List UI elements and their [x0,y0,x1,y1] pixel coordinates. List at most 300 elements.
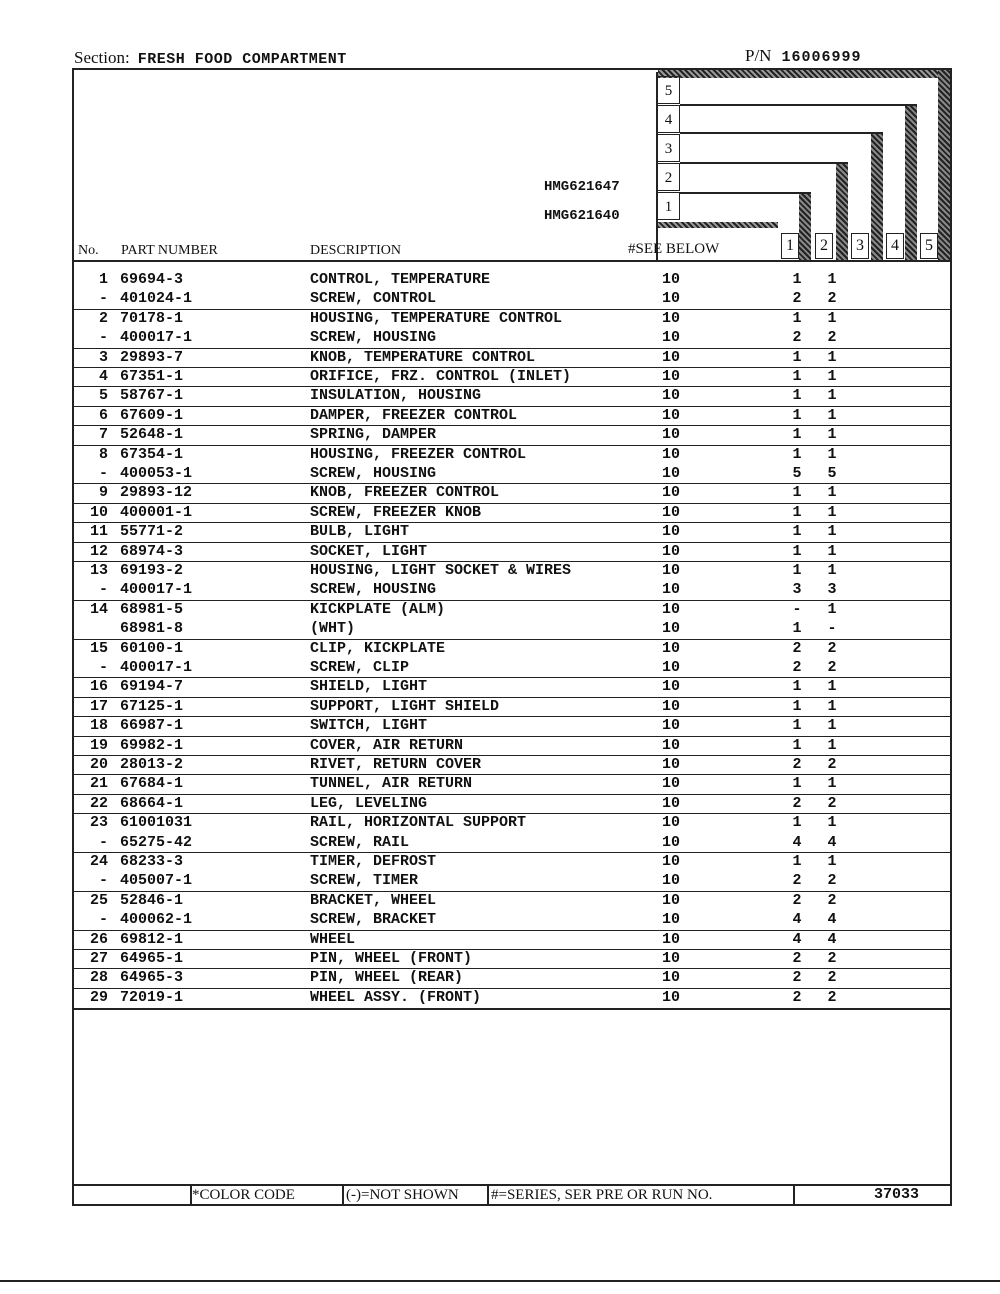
row-qty-model-1: 2 [792,872,802,890]
table-row [72,697,952,717]
row-description: SCREW, CONTROL [310,290,437,308]
row-see-below: 10 [662,426,681,444]
row-qty-model-2: 2 [827,794,837,812]
row-part-number: 67354-1 [120,445,184,463]
row-description: SCREW, RAIL [310,833,410,851]
row-qty-model-2: 1 [827,775,837,793]
section-label: Section: [74,48,130,67]
pn-value: 16006999 [781,49,862,66]
row-qty-model-1: 1 [792,542,802,560]
stair-line-4 [680,132,883,134]
row-item-number: 10 [89,503,108,521]
row-qty-model-1: 4 [792,930,802,948]
row-qty-model-2: 1 [827,853,837,870]
row-description: SHIELD, LIGHT [310,678,428,696]
stair-bar-4 [905,104,917,260]
row-qty-model-2: 1 [827,445,837,463]
row-part-number: 69193-2 [120,562,184,579]
row-qty-model-1: 1 [792,620,802,638]
row-part-number: 69194-7 [120,678,184,696]
row-see-below: 10 [662,600,681,618]
row-item-number: 20 [89,756,108,773]
table-row [72,425,952,445]
row-see-below: 10 [662,872,681,890]
row-part-number: 66987-1 [120,717,184,735]
row-item-number: - [98,290,108,308]
table-row [72,445,952,464]
row-see-below: 10 [662,271,681,288]
row-description: INSULATION, HOUSING [310,387,482,405]
row-description: BRACKET, WHEEL [310,891,437,909]
row-item-number: 18 [89,717,108,735]
row-see-below: 10 [662,911,681,929]
row-item-number: 16 [89,678,108,696]
row-item-number: 27 [89,950,108,967]
row-qty-model-2: 1 [827,387,837,405]
row-item-number: - [98,659,108,676]
row-qty-model-1: 1 [792,717,802,735]
row-see-below: 10 [662,736,681,754]
section-heading [74,48,347,68]
row-see-below: 10 [662,775,681,793]
row-item-number: 14 [89,600,108,618]
row-qty-model-1: 1 [792,309,802,327]
row-part-number: 400017-1 [120,581,193,599]
key-cell-1: 1 [658,192,680,220]
footer-color-code: *COLOR CODE [192,1187,295,1203]
table-row [72,716,952,736]
footer-doc-number: 37033 [874,1186,920,1203]
row-part-number: 52846-1 [120,891,184,909]
row-see-below: 10 [662,329,681,347]
table-row [72,503,952,523]
row-item-number: 24 [89,853,108,870]
table-row [72,386,952,406]
table-row [72,406,952,426]
row-part-number: 70178-1 [120,309,184,327]
row-description: SWITCH, LIGHT [310,717,428,735]
table-row [72,774,952,794]
key-cell-3: 3 [658,134,680,162]
row-item-number: - [98,833,108,851]
table-row [72,309,952,328]
row-description: SCREW, HOUSING [310,465,437,482]
row-see-below: 10 [662,484,681,502]
part-number-heading [745,46,861,66]
table-row [72,852,952,871]
row-qty-model-2: 1 [827,406,837,424]
row-see-below: 10 [662,891,681,909]
row-description: RAIL, HORIZONTAL SUPPORT [310,814,527,832]
row-description: RIVET, RETURN COVER [310,756,482,773]
row-part-number: 400062-1 [120,911,193,929]
table-row [72,561,952,580]
row-see-below: 10 [662,465,681,482]
row-item-number: 11 [89,523,108,541]
key-cell-2: 2 [658,163,680,191]
row-part-number: 29893-12 [120,484,193,502]
row-part-number: 64965-3 [120,969,184,987]
model-column-5: 5 [920,233,938,259]
row-description: KNOB, FREEZER CONTROL [310,484,500,502]
row-description: KNOB, TEMPERATURE CONTROL [310,348,536,366]
row-description: SUPPORT, LIGHT SHIELD [310,697,500,715]
footer-divider [342,1186,344,1206]
row-see-below: 10 [662,348,681,366]
row-qty-model-2: 2 [827,659,837,676]
stair-line-2 [680,192,811,194]
row-item-number: - [98,329,108,347]
row-part-number: 405007-1 [120,872,193,890]
row-description: SCREW, TIMER [310,872,419,890]
row-description: LEG, LEVELING [310,794,428,812]
table-row [72,464,952,484]
table-row [72,619,952,639]
row-see-below: 10 [662,445,681,463]
row-qty-model-1: - [792,600,802,618]
row-see-below: 10 [662,950,681,967]
row-qty-model-1: 1 [792,426,802,444]
stair-band [658,70,950,78]
row-item-number: 29 [89,988,108,1006]
row-see-below: 10 [662,562,681,579]
row-qty-model-1: 1 [792,348,802,366]
row-qty-model-1: 5 [792,465,802,482]
key-cell-5: 5 [658,76,680,104]
row-see-below: 10 [662,756,681,773]
row-see-below: 10 [662,523,681,541]
row-see-below: 10 [662,969,681,987]
row-qty-model-2: 1 [827,562,837,579]
row-description: TIMER, DEFROST [310,853,437,870]
row-part-number: 67609-1 [120,406,184,424]
table-row [72,988,952,1007]
stair-bar-2 [836,162,848,260]
table-row [72,891,952,910]
row-qty-model-2: 1 [827,542,837,560]
row-qty-model-1: 1 [792,368,802,385]
row-qty-model-1: 2 [792,329,802,347]
row-part-number: 67125-1 [120,697,184,715]
row-qty-model-1: 4 [792,833,802,851]
table-row [72,328,952,348]
row-part-number: 400053-1 [120,465,193,482]
model-column-1: 1 [781,233,799,259]
row-part-number: 58767-1 [120,387,184,405]
row-part-number: 64965-1 [120,950,184,967]
table-row [72,348,952,368]
stair-line-3 [680,162,848,164]
row-qty-model-1: 2 [792,950,802,967]
table-row [72,813,952,832]
table-row [72,833,952,853]
row-item-number: - [98,581,108,599]
row-see-below: 10 [662,697,681,715]
row-qty-model-1: 2 [792,988,802,1006]
table-row [72,522,952,542]
row-description: WHEEL [310,930,356,948]
table-row [72,639,952,658]
table-row [72,949,952,969]
row-qty-model-2: 1 [827,426,837,444]
row-part-number: 72019-1 [120,988,184,1006]
row-part-number: 55771-2 [120,523,184,541]
section-value: FRESH FOOD COMPARTMENT [137,51,347,68]
row-see-below: 10 [662,678,681,696]
row-part-number: 28013-2 [120,756,184,773]
row-part-number: 29893-7 [120,348,184,366]
row-qty-model-1: 1 [792,445,802,463]
table-row [72,580,952,600]
row-see-below: 10 [662,581,681,599]
row-qty-model-2: 2 [827,988,837,1006]
col-header-part: PART NUMBER [121,243,218,258]
row-qty-model-2: 2 [827,891,837,909]
row-qty-model-1: 1 [792,697,802,715]
row-qty-model-2: 2 [827,872,837,890]
row-qty-model-1: 1 [792,271,802,288]
table-row [72,367,952,387]
table-row [72,289,952,309]
row-item-number: 17 [89,697,108,715]
footer-not-shown: (-)=NOT SHOWN [346,1187,459,1203]
row-item-number: 15 [89,639,108,657]
table-row [72,736,952,756]
row-see-below: 10 [662,833,681,851]
stair-bar-5 [938,70,950,260]
row-see-below: 10 [662,930,681,948]
row-qty-model-2: 1 [827,814,837,832]
row-description: SCREW, HOUSING [310,329,437,347]
row-part-number: 67684-1 [120,775,184,793]
row-item-number: 23 [89,814,108,832]
row-part-number: 68664-1 [120,794,184,812]
row-qty-model-2: 1 [827,697,837,715]
row-see-below: 10 [662,309,681,327]
row-item-number: 12 [89,542,108,560]
row-part-number: 69982-1 [120,736,184,754]
row-item-number: 13 [89,562,108,579]
row-see-below: 10 [662,988,681,1006]
row-item-number: 1 [98,271,108,288]
row-part-number: 60100-1 [120,639,184,657]
row-part-number: 68981-8 [120,620,184,638]
row-qty-model-1: 1 [792,678,802,696]
row-description: CLIP, KICKPLATE [310,639,446,657]
key-cell-4: 4 [658,105,680,133]
row-item-number: 5 [98,387,108,405]
row-qty-model-1: 2 [792,756,802,773]
row-description: HOUSING, FREEZER CONTROL [310,445,527,463]
row-description: SCREW, CLIP [310,659,410,676]
row-part-number: 69812-1 [120,930,184,948]
row-qty-model-1: 4 [792,911,802,929]
row-description: PIN, WHEEL (FRONT) [310,950,473,967]
row-qty-model-2: 5 [827,465,837,482]
row-description: BULB, LIGHT [310,523,410,541]
row-description: (WHT) [310,620,356,638]
row-description: SOCKET, LIGHT [310,542,428,560]
table-row [72,871,952,891]
row-description: SCREW, FREEZER KNOB [310,503,482,521]
row-description: SCREW, HOUSING [310,581,437,599]
row-qty-model-1: 1 [792,503,802,521]
row-item-number: 19 [89,736,108,754]
table-row [72,677,952,697]
header-rule [72,260,952,262]
row-description: HOUSING, LIGHT SOCKET & WIRES [310,562,572,579]
footer-divider [487,1186,489,1206]
row-item-number: 22 [89,794,108,812]
col-header-see: #SEE BELOW [628,241,720,257]
row-qty-model-1: 1 [792,853,802,870]
row-qty-model-2: 2 [827,290,837,308]
row-qty-model-1: 1 [792,814,802,832]
row-qty-model-2: 2 [827,969,837,987]
row-part-number: 67351-1 [120,368,184,385]
stair-line-5 [680,104,917,106]
row-part-number: 69694-3 [120,271,184,288]
footer-divider [793,1186,795,1206]
row-part-number: 401024-1 [120,290,193,308]
row-qty-model-1: 2 [792,659,802,676]
row-qty-model-1: 1 [792,406,802,424]
row-item-number: 2 [98,309,108,327]
pn-label: P/N [745,46,772,65]
footer-legend [72,1184,952,1206]
row-qty-model-2: 4 [827,833,837,851]
row-qty-model-1: 2 [792,794,802,812]
stair-bar-3 [871,132,883,260]
row-qty-model-1: 1 [792,387,802,405]
table-row [72,542,952,562]
row-item-number: - [98,465,108,482]
row-description: DAMPER, FREEZER CONTROL [310,406,518,424]
row-description: CONTROL, TEMPERATURE [310,271,491,288]
model-column-2: 2 [815,233,833,259]
row-see-below: 10 [662,542,681,560]
row-see-below: 10 [662,387,681,405]
table-row [72,910,952,930]
row-see-below: 10 [662,620,681,638]
row-item-number: 25 [89,891,108,909]
row-part-number: 61001031 [120,814,193,832]
row-item-number: 8 [98,445,108,463]
row-see-below: 10 [662,639,681,657]
stair-line-1 [658,222,778,228]
row-see-below: 10 [662,659,681,676]
col-header-desc: DESCRIPTION [310,243,402,258]
row-item-number: 21 [89,775,108,793]
row-description: TUNNEL, AIR RETURN [310,775,473,793]
row-qty-model-2: 2 [827,329,837,347]
row-see-below: 10 [662,853,681,870]
row-description: WHEEL ASSY. (FRONT) [310,988,482,1006]
table-row [72,270,952,289]
row-see-below: 10 [662,814,681,832]
row-description: PIN, WHEEL (REAR) [310,969,464,987]
model-column-3: 3 [851,233,869,259]
row-qty-model-2: 2 [827,639,837,657]
row-qty-model-2: 4 [827,930,837,948]
table-row [72,600,952,619]
row-qty-model-2: 1 [827,484,837,502]
row-description: HOUSING, TEMPERATURE CONTROL [310,309,563,327]
table-row [72,658,952,678]
footer-series: #=SERIES, SER PRE OR RUN NO. [491,1187,713,1203]
table-row [72,483,952,503]
row-qty-model-2: 1 [827,717,837,735]
row-part-number: 68981-5 [120,600,184,618]
row-part-number: 400017-1 [120,659,193,676]
row-qty-model-2: - [827,620,837,638]
row-qty-model-2: 1 [827,271,837,288]
row-qty-model-2: 1 [827,736,837,754]
row-see-below: 10 [662,503,681,521]
row-qty-model-1: 2 [792,639,802,657]
model-column-4: 4 [886,233,904,259]
row-item-number: 6 [98,406,108,424]
row-part-number: 52648-1 [120,426,184,444]
row-qty-model-2: 1 [827,348,837,366]
row-qty-model-2: 1 [827,368,837,385]
row-qty-model-2: 2 [827,756,837,773]
table-row [72,930,952,950]
row-item-number: 28 [89,969,108,987]
row-item-number: 3 [98,348,108,366]
row-item-number: - [98,911,108,929]
row-description: COVER, AIR RETURN [310,736,464,754]
row-item-number: - [98,872,108,890]
row-part-number: 68233-3 [120,853,184,870]
row-see-below: 10 [662,406,681,424]
model-label-2: HMG621647 [544,179,620,195]
row-qty-model-2: 4 [827,911,837,929]
row-qty-model-2: 1 [827,600,837,618]
row-part-number: 68974-3 [120,542,184,560]
row-qty-model-2: 1 [827,503,837,521]
row-item-number: 4 [98,368,108,385]
row-qty-model-1: 2 [792,891,802,909]
row-qty-model-2: 1 [827,309,837,327]
model-label-1: HMG621640 [544,208,620,224]
row-see-below: 10 [662,717,681,735]
col-header-no: No. [78,243,99,258]
row-see-below: 10 [662,794,681,812]
row-qty-model-1: 1 [792,523,802,541]
row-qty-model-2: 2 [827,950,837,967]
row-item-number: 26 [89,930,108,948]
row-qty-model-1: 1 [792,562,802,579]
table-row [72,968,952,988]
row-description: SCREW, BRACKET [310,911,437,929]
row-item-number: 9 [98,484,108,502]
row-qty-model-1: 1 [792,736,802,754]
row-qty-model-2: 1 [827,678,837,696]
row-part-number: 65275-42 [120,833,193,851]
row-item-number: 7 [98,426,108,444]
page-bottom-rule [0,1280,1000,1282]
row-description: ORIFICE, FRZ. CONTROL (INLET) [310,368,572,385]
table-row [72,794,952,814]
row-see-below: 10 [662,368,681,385]
stair-bar-1 [799,192,811,260]
row-qty-model-1: 3 [792,581,802,599]
row-qty-model-1: 1 [792,484,802,502]
row-part-number: 400017-1 [120,329,193,347]
row-description: KICKPLATE (ALM) [310,600,446,618]
row-qty-model-1: 2 [792,290,802,308]
